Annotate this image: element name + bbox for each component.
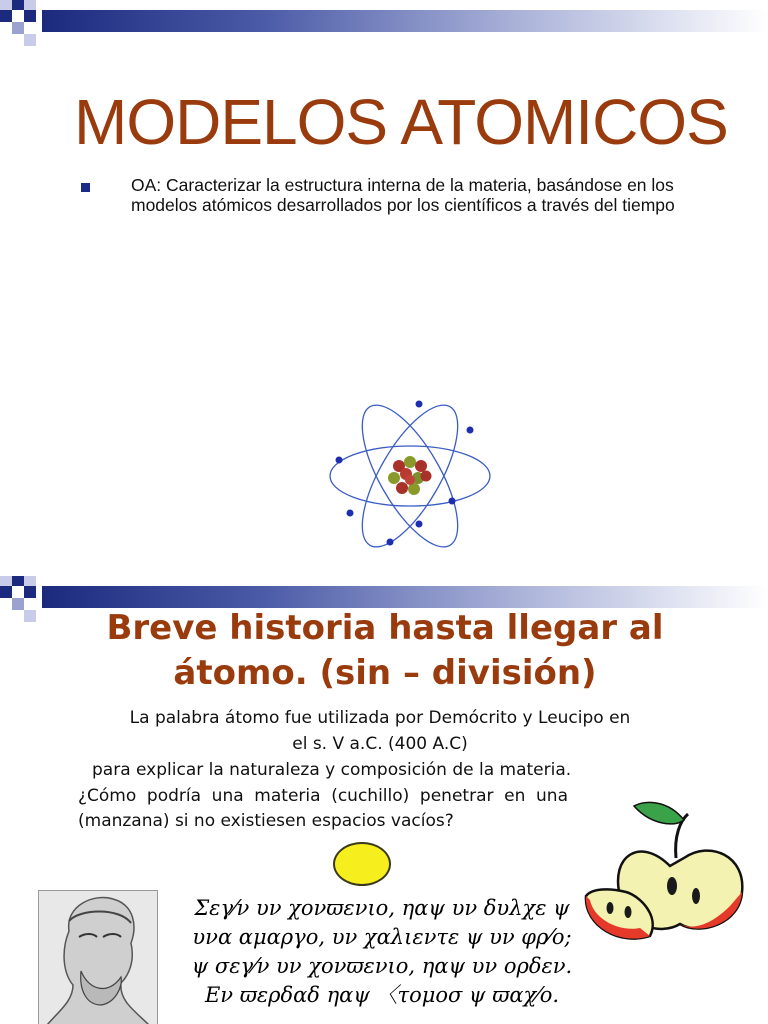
greek-line-1: Σεγ⁄ν υν χονϖενιο, ηαψ υν δυλχε ψ (194, 896, 570, 920)
greek-line-4: Εν ϖερδαδ ηαψ 〈τομοσ ψ ϖαχ⁄ο. (204, 983, 560, 1007)
intro-line-3: para explicar la naturaleza y composición de la materia. (92, 760, 572, 780)
intro-line-1: La palabra átomo fue utilizada por Demócrito y Leucipo en (129, 708, 631, 728)
bullet-square-icon (81, 183, 90, 192)
title-line-1: Breve historia hasta llegar al (106, 608, 664, 648)
slide-title (40, 606, 730, 696)
slide-2 (0, 576, 768, 1024)
intro-line-2: el s. V a.C. (400 A.C) (292, 734, 468, 754)
atom-illustration (326, 394, 494, 558)
objective-text: OA: Caracterizar la estructura interna de la materia, basándose en los modelos atómicos desarrollados por los científicos a través del tiempo (131, 175, 675, 215)
header-decoration (0, 0, 768, 50)
slide-title: MODELOS ATOMICOS (74, 86, 728, 158)
democritus-bust-image (38, 890, 158, 1024)
greek-quote (172, 894, 592, 1010)
apple-illustration (580, 796, 748, 946)
question-text: ¿Cómo podría una materia (cuchillo) penetrar en una (manzana) si no existiesen espacios vacíos? (78, 786, 568, 831)
greek-line-3: ψ σεγ⁄ν υν χονϖενιο, ηαψ υν ορδεν. (191, 954, 573, 978)
greek-line-2: υνα αμαργο, υν χαλιεντε ψ υν φρ⁄ο; (192, 925, 572, 949)
yellow-circle-image (333, 842, 391, 886)
title-line-2: átomo. (sin – división) (173, 653, 597, 693)
